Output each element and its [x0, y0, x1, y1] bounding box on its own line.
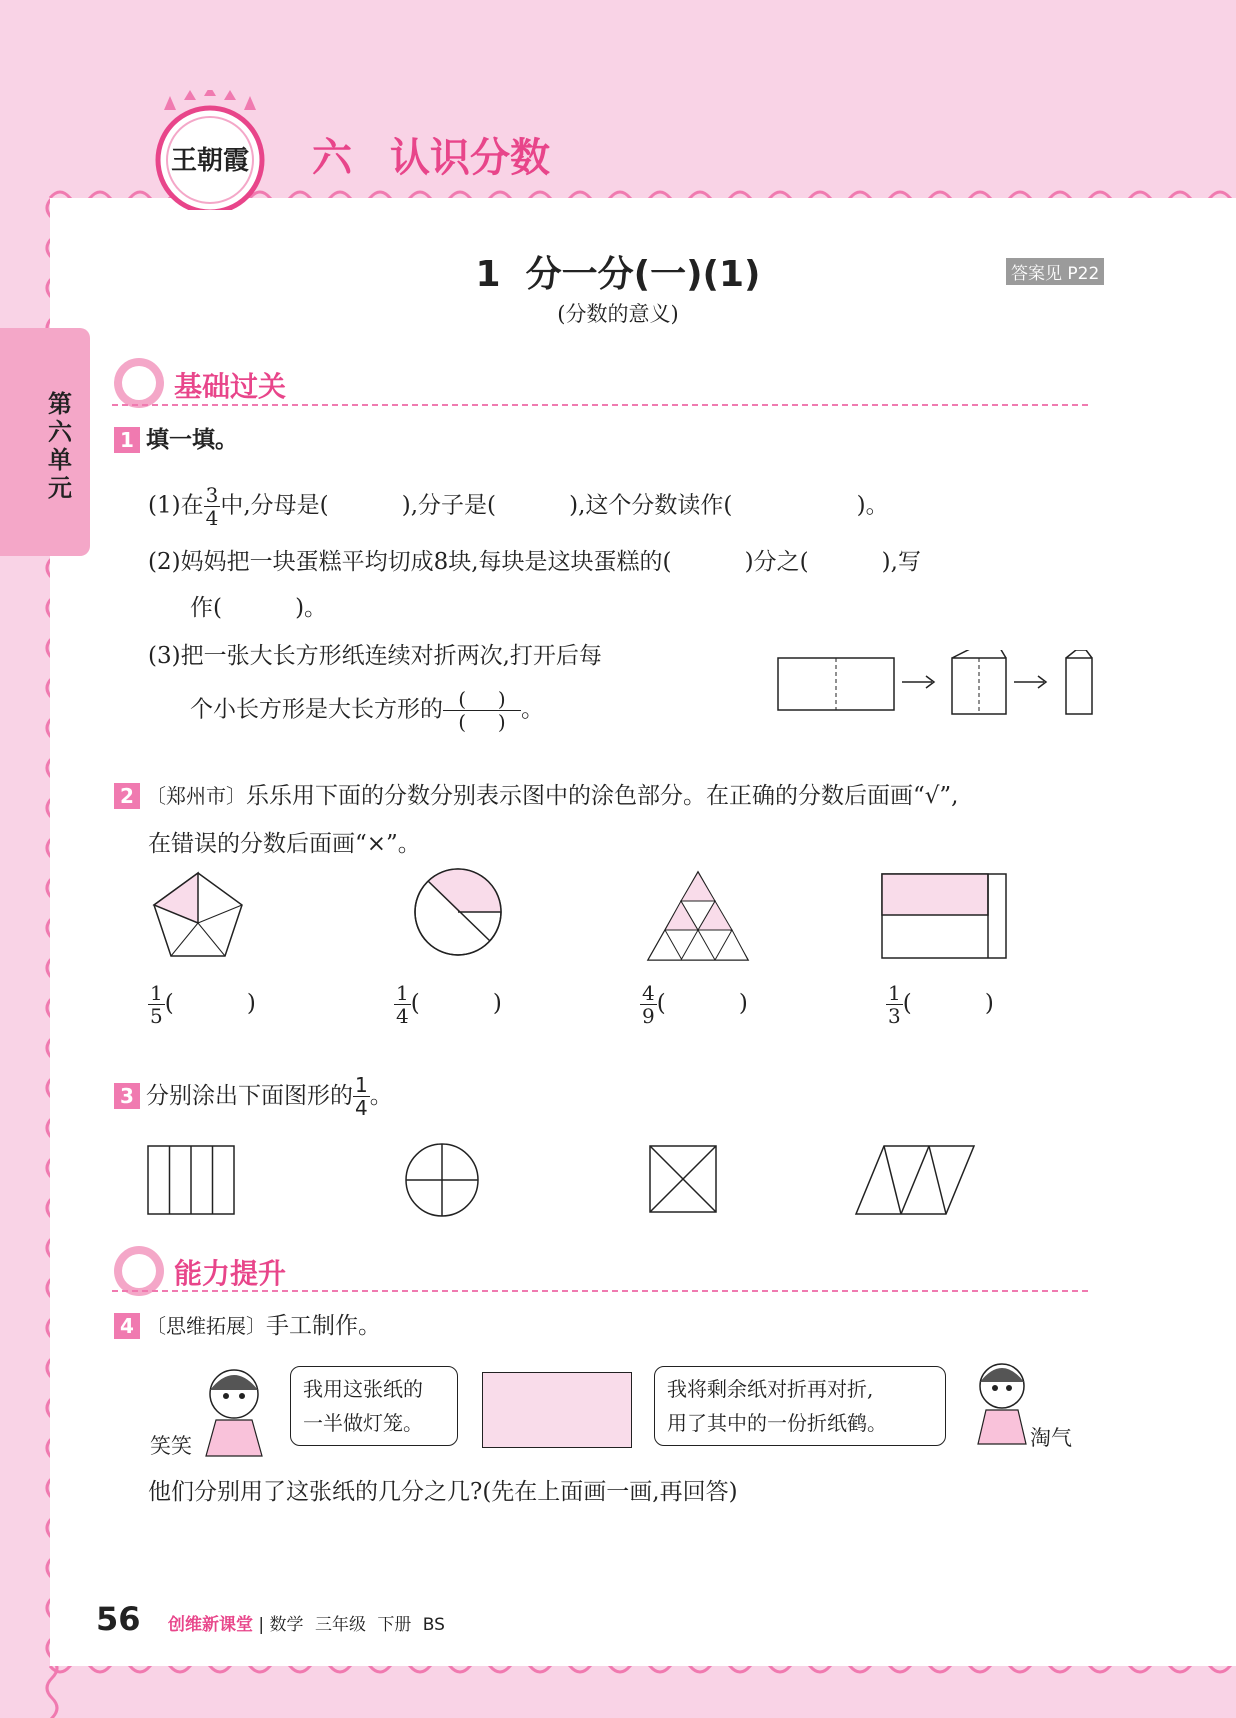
q1-part3-line2: 个小长方形是大长方形的 $\frac{( )}{( )}$ 。: [190, 687, 544, 734]
page-number: 56: [96, 1600, 141, 1638]
fraction-3-4: $\frac{3}{4}$: [205, 483, 219, 530]
q1-title: 1 填一填。: [114, 424, 238, 456]
girl-name: 笑笑: [150, 1434, 192, 1458]
x-square-figure[interactable]: [650, 1146, 716, 1212]
lesson-title: 1 分一分(一)(1): [475, 254, 761, 295]
rectangle-figure: [882, 874, 1006, 958]
triangle-figure: [648, 872, 748, 960]
answer-ref-badge: 答案见 P22: [1006, 258, 1104, 285]
quartered-circle-figure[interactable]: [406, 1144, 478, 1216]
paper-rectangle[interactable]: [482, 1372, 632, 1448]
logo-text: 王朝霞: [170, 146, 249, 176]
q1-part2-line1: (2)妈妈把一块蛋糕平均切成8块,每块是这块蛋糕的( )分之( ),写: [148, 549, 921, 575]
left-speech-bubble: 我用这张纸的 一半做灯笼。: [290, 1366, 458, 1446]
q1-part1: (1)在 $\frac{3}{4}$ 中,分母是( ),分子是( ),这个分数读作( )。: [148, 483, 889, 530]
q2-answer-2: $\frac{1}{4}$ ( ): [396, 981, 502, 1028]
boy-name: 淘气: [1030, 1426, 1072, 1450]
q1-number: 1: [114, 427, 140, 453]
logo-badge: [150, 90, 270, 210]
boy-character-icon: [966, 1358, 1036, 1448]
lesson-subtitle: (分数的意义): [557, 302, 679, 326]
q2-line1: 2 〔郑州市〕乐乐用下面的分数分别表示图中的涂色部分。在正确的分数后面画“√”,: [114, 780, 958, 812]
girl-character-icon: [186, 1364, 276, 1460]
q3-number: 3: [114, 1083, 140, 1109]
mascot-icon: [112, 356, 166, 410]
section-basic-title: 基础过关: [174, 370, 287, 403]
q3-figures: [146, 1142, 986, 1218]
striped-rect-figure[interactable]: [148, 1146, 234, 1214]
q2-answer-3: $\frac{4}{9}$ ( ): [642, 981, 748, 1028]
q1-part2-line2: 作( )。: [190, 595, 328, 621]
footer-info: 创维新课堂 | 数学 三年级 下册 BS: [168, 1615, 445, 1635]
blank-fraction: $\frac{( )}{( )}$: [443, 688, 521, 733]
circle-figure: [415, 869, 501, 955]
q4-question: 他们分别用了这张纸的几分之几?(先在上面画一画,再回答): [148, 1479, 738, 1505]
q2-answer-4: $\frac{1}{3}$ ( ): [888, 981, 994, 1028]
fraction-1-4: $\frac{1}{4}$: [355, 1073, 368, 1120]
q4-title: 4 〔思维拓展〕手工制作。: [114, 1310, 381, 1342]
q3-title: 3 分别涂出下面图形的 $\frac{1}{4}$ 。: [114, 1074, 393, 1119]
chapter-number: 六: [312, 135, 352, 181]
chapter-title: [312, 126, 550, 183]
q2-answer-1: $\frac{1}{5}$ ( ): [150, 981, 256, 1028]
section-ability-divider: [112, 1290, 1088, 1292]
q1-part3-line1: (3)把一张大长方形纸连续对折两次,打开后每: [148, 643, 602, 669]
section-ability-title: 能力提升: [174, 1257, 287, 1290]
paper-fold-diagram: [776, 650, 1096, 720]
q2-figures: [150, 868, 1030, 968]
q2-line2: 在错误的分数后面画“×”。: [148, 831, 421, 857]
unit-side-tab: 第六单元: [0, 328, 90, 556]
right-speech-bubble: 我将剩余纸对折再对折, 用了其中的一份折纸鹤。: [654, 1366, 946, 1446]
q4-number: 4: [114, 1313, 140, 1339]
chapter-name: 认识分数: [390, 135, 550, 181]
section-basic-divider: [112, 404, 1088, 406]
pentagon-figure: [154, 873, 242, 956]
parallelogram-figure[interactable]: [856, 1146, 974, 1214]
q2-number: 2: [114, 783, 140, 809]
